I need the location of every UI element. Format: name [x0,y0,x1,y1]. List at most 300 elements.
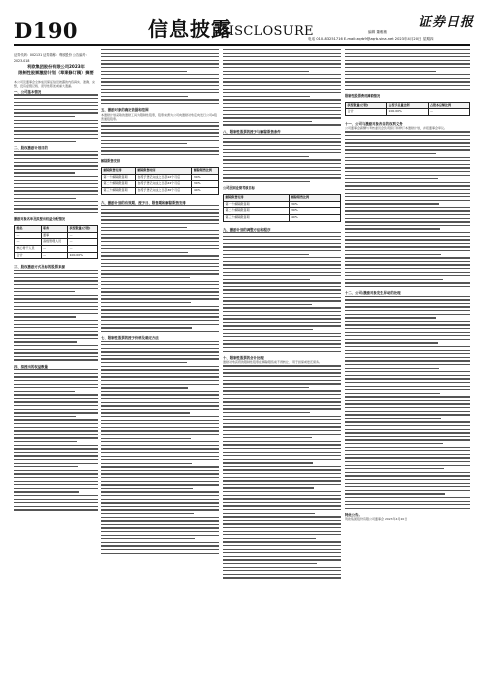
section-heading: 十、限制性股票的会计处理 [223,355,264,360]
text-line [101,223,219,224]
text-line [101,288,219,289]
text-line [101,402,219,403]
text-line [345,454,470,455]
text-line [223,455,341,456]
text-line [345,386,470,387]
text-line [101,484,219,485]
text-line [14,394,98,395]
table-cell: 第二个解除限售期 [224,208,290,215]
text-line [14,320,98,321]
text-line [101,320,219,321]
text-line [101,495,219,496]
text-line [14,94,98,95]
text-line [101,60,219,61]
text-line [223,448,341,449]
text-line [101,434,219,435]
text-line [14,416,76,417]
text-block [101,49,219,104]
text-line [223,412,310,413]
text-line [14,466,78,467]
announcement-header [14,52,98,76]
text-line [345,63,470,64]
text-line [223,300,341,301]
text-line [14,434,98,435]
text-line [14,154,98,155]
text-line [14,130,98,131]
section-heading: 八、限制性股票的授予与解除限售条件 [223,129,281,134]
text-line [345,210,470,211]
text-line [14,398,98,399]
text-line [14,127,98,128]
text-line [345,214,470,215]
table-header-cell: 职务 [41,226,68,233]
text-line [101,125,219,126]
section-title: 信息披露 [148,17,232,41]
text-line [14,506,98,507]
text-line [223,325,341,326]
text-line [223,124,341,125]
text-line [101,441,219,442]
text-line [223,387,309,388]
text-line [223,177,341,178]
text-line [223,574,341,575]
text-line [345,167,470,168]
text-line [345,60,470,61]
text-line [14,405,98,406]
text-line [101,445,219,446]
table-cell: — [15,239,42,246]
text-line [223,383,341,384]
text-line [101,67,219,68]
text-line [223,138,341,139]
text-line [101,81,219,82]
text-line [223,534,341,535]
text-line [345,131,470,132]
newspaper-logo: 证券日报 [418,15,475,30]
text-line [101,348,219,349]
table-header-cell: 占股本总额比例 [428,102,470,109]
text-line [101,513,194,514]
section-heading: 六、激励计划的有效期、授予日、限售期和解除限售安排 [101,200,186,205]
table-cell: — [15,232,42,239]
text-line [14,352,98,353]
table-cell: 自授予登记完成之日起24个月后 [135,181,192,188]
text-block [101,341,219,554]
section-heading: 七、限制性股票的授予价格及确定方法 [101,336,159,341]
text-line [101,227,187,228]
text-line [223,405,341,406]
text-line [101,150,219,151]
text-line [14,349,98,350]
text-line [14,284,98,285]
text-line [345,246,470,247]
text-line [101,291,219,292]
table-cell: — [68,239,98,246]
text-line [14,338,98,339]
text-line [223,351,341,352]
text-line [101,78,219,79]
text-line [14,491,79,492]
text-line [101,423,219,424]
text-line [14,376,98,377]
text-line [101,53,219,54]
text-line [101,92,219,93]
text-line [223,293,341,294]
text-line [101,96,188,97]
text-block [14,270,98,361]
text-line [223,149,341,150]
text-block [345,49,470,90]
text-line [223,307,341,308]
table-cell: 30% [289,208,341,215]
text-line [101,427,219,428]
text-line [223,541,341,542]
table-cell: 合计 [15,252,42,259]
text-line [14,123,98,124]
text-line [14,151,98,152]
text-line [223,257,341,258]
text-line [223,89,341,90]
text-line [345,339,470,340]
text-line [14,273,98,274]
text-line [101,466,219,467]
text-line [223,156,309,157]
text-line [101,140,219,141]
text-line [223,110,341,111]
text-line [223,170,341,171]
text-line [14,134,98,135]
text-line [345,146,470,147]
text-line [223,67,341,68]
text-line [101,255,219,256]
text-line [345,421,470,422]
text-line [101,89,219,90]
text-line [101,369,219,370]
text-line [101,49,219,50]
text-line [223,365,341,366]
text-line [345,360,470,361]
text-line [223,74,341,75]
table-cell: 高级管理人员 [41,239,68,246]
text-line [101,394,219,395]
text-line [101,302,191,303]
table-cell: 100.00% [387,109,428,116]
text-line [223,250,341,251]
text-line [345,225,470,226]
text-line [14,280,98,281]
text-line [223,92,341,93]
text-line [14,384,98,385]
text-line [101,538,195,539]
text-line [14,380,98,381]
text-line [101,324,219,325]
text-line [345,317,436,318]
page-number: D190 [14,18,79,43]
table-cell: 第三个解除限售期 [224,214,290,221]
text-line [14,270,98,271]
text-line [223,545,341,546]
section-heading: 特此公告。 [345,512,362,517]
text-line [14,205,98,206]
text-line [223,96,310,97]
text-line [345,257,470,258]
text-line [14,98,98,99]
table-cell: — [41,246,68,253]
text-line [223,437,312,438]
text-line [223,577,341,578]
text-line [223,531,341,532]
text-line [223,473,341,474]
text-line [345,310,470,311]
text-line [14,158,98,159]
text-line [101,230,219,231]
text-line [14,180,98,181]
text-line [345,243,470,244]
text-line [223,559,341,560]
text-line [345,185,470,186]
text-line [223,444,341,445]
text-line [14,291,75,292]
section-heading: 五、激励对象的确定依据和范围 [101,108,149,113]
text-line [345,450,470,451]
text-line [101,452,219,453]
column-3 [223,49,341,689]
text-line [101,398,219,399]
text-line [345,418,441,419]
text-line [101,154,219,155]
text-line [223,516,341,517]
section-heading: 四、拟授出的权益数量 [14,364,48,369]
text-line [345,228,440,229]
text-block [223,232,341,352]
text-line [223,434,341,435]
text-line [345,335,470,336]
text-line [345,378,470,379]
text-line [14,302,98,303]
text-line [223,343,341,344]
text-line [345,272,470,273]
text-line [14,495,98,496]
text-line [14,141,76,142]
text-line [223,459,341,460]
stock-code-line: 证券代码：002131 证券简称：利欧股份 公告编号：2023-018 [14,53,89,63]
text-line [223,311,341,312]
text-line [101,248,219,249]
text-line [223,71,309,72]
table-cell: 核心骨干人员 [15,246,42,253]
table-header-cell: 解除限售安排 [224,195,290,202]
text-line [101,281,219,282]
grant-table [14,225,98,259]
text-line [223,462,313,463]
text-line [223,264,341,265]
text-line [101,252,188,253]
text-line [14,194,98,195]
text-line [101,502,219,503]
table-cell: 30% [192,181,219,188]
text-line [223,107,341,108]
text-line [14,412,98,413]
text-line [14,169,98,170]
text-line [101,85,219,86]
table-header-cell: 解除限售安排 [102,168,136,175]
text-line [14,187,98,188]
text-line [101,341,219,342]
text-line [345,56,470,57]
text-line [14,484,98,485]
edit-credits: 编辑 董雅敏 [368,30,388,34]
text-line [101,245,219,246]
text-line [14,470,98,471]
text-line [345,504,470,505]
text-line [223,505,341,506]
text-line [101,384,219,385]
text-line [14,316,76,317]
text-line [345,486,470,487]
text-line [14,176,98,177]
text-line [101,448,219,449]
text-line [223,60,341,61]
text-line [345,196,470,197]
table-caption: 解除限售安排 [101,159,121,164]
text-line [345,346,470,347]
text-line [223,430,341,431]
section-heading: 九、激励计划的调整方法和程序 [223,227,271,232]
text-line [101,553,219,554]
text-line [101,306,219,307]
body-paragraph: 激励对象获授的限制性股票在解除限售前不得转让、用于担保或偿还债务。 [223,360,323,365]
text-line [101,430,219,431]
table-header-cell: 获授数量(万股) [346,102,387,109]
text-line [345,149,470,150]
text-line [345,389,470,390]
text-line [223,513,315,514]
text-line [223,567,341,568]
text-line [101,524,219,525]
text-line [223,419,341,420]
text-line [14,499,98,500]
text-line [345,501,470,502]
text-line [345,429,470,430]
table-cell: 第三个解除限售期 [102,188,136,195]
text-line [223,480,341,481]
text-line [14,183,98,184]
text-line [223,329,313,330]
text-line [14,109,98,110]
text-line [345,321,470,322]
text-line [14,116,75,117]
table-cell: — [428,109,470,116]
text-line [101,470,219,471]
text-line [223,398,341,399]
text-line [101,459,219,460]
table-caption: 激励对象名单及拟授出权益分配情况 [14,217,65,222]
text-line [14,509,98,510]
table-cell: 第一个解除限售期 [224,201,290,208]
text-line [14,165,98,166]
text-line [223,556,341,557]
text-line [223,167,341,168]
text-line [223,333,341,334]
text-line [101,266,219,267]
text-line [345,175,470,176]
text-line [223,114,341,115]
text-line [101,355,219,356]
text-line [101,205,219,206]
text-line [14,423,98,424]
text-line [14,324,98,325]
text-line [345,207,470,208]
signature-paragraph: 利欧集团股份有限公司董事会 2023年4月20日 [345,517,408,522]
text-line [223,279,310,280]
text-line [101,71,187,72]
table-cell: 自授予登记完成之日起36个月后 [135,188,192,195]
text-line [14,120,98,121]
text-line [14,190,98,191]
text-line [345,393,440,394]
text-line [101,344,219,345]
text-line [345,497,470,498]
text-line [345,78,470,79]
text-line [101,122,219,123]
text-line [223,502,341,503]
text-line [223,376,341,377]
text-line [101,409,219,410]
text-line [101,477,219,478]
section-heading: 三、股权激励方式及标的股票来源 [14,265,65,270]
section-heading: 二、股权激励计划目的 [14,146,48,151]
text-line [223,81,341,82]
text-line [14,288,98,289]
text-line [345,67,470,68]
text-line [101,56,219,57]
text-line [101,517,219,518]
text-line [101,219,219,220]
text-line [223,99,341,100]
text-line [14,334,98,335]
text-line [345,472,470,473]
text-line [101,412,190,413]
masthead [0,0,484,42]
text-line [223,487,314,488]
text-block [223,134,341,182]
text-line [101,380,219,381]
text-line [223,49,341,50]
text-line [345,508,470,509]
text-line [101,212,219,213]
text-line [14,502,98,503]
text-line [345,396,470,397]
text-line [345,164,470,165]
text-line [345,371,470,372]
text-line [101,366,219,367]
text-line [345,236,470,237]
text-block [14,369,98,510]
table-header-cell: 姓名 [15,226,42,233]
text-line [14,172,75,173]
text-line [223,570,341,571]
text-line [101,284,219,285]
text-line [223,401,341,402]
text-line [14,419,98,420]
text-line [101,270,219,271]
text-line [223,243,341,244]
text-line [223,452,341,453]
text-line [223,390,341,391]
text-line [14,212,98,213]
text-line [101,473,219,474]
text-line [345,342,438,343]
